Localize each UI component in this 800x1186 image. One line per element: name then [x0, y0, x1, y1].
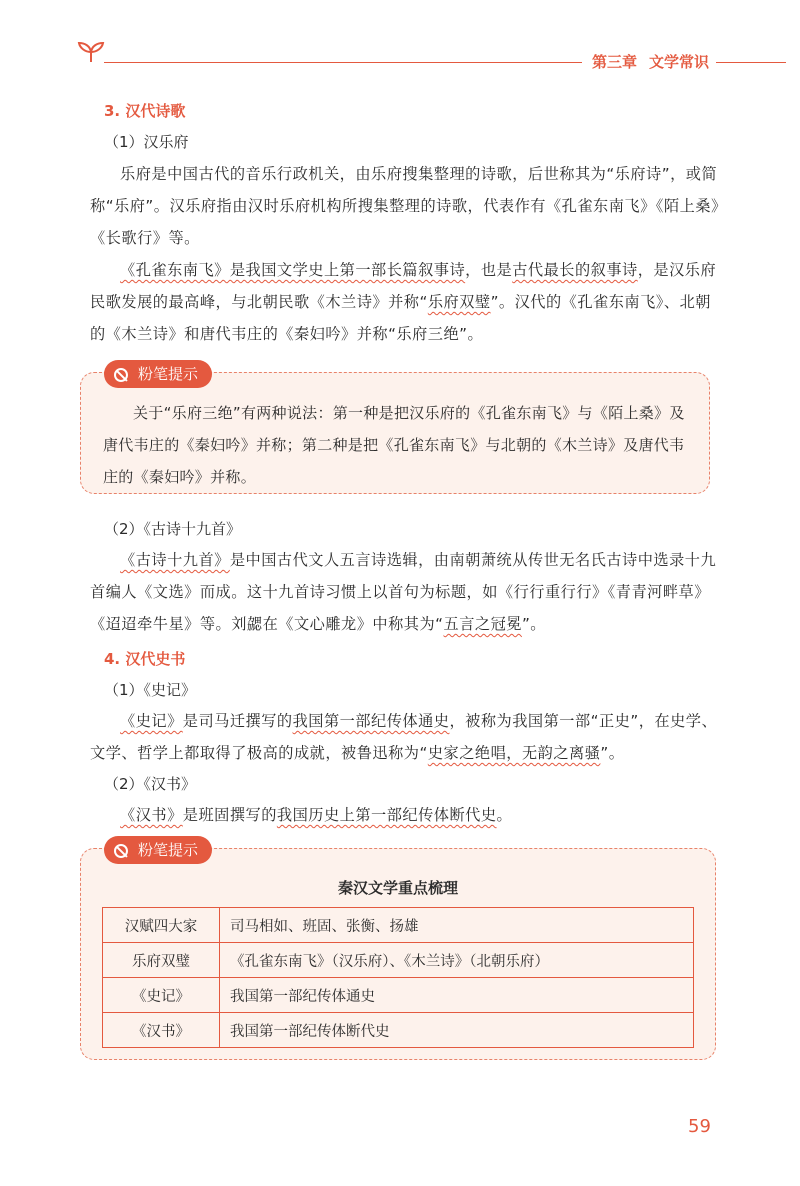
paragraph-text: ”。	[521, 615, 546, 633]
underlined-text: 《汉书》	[120, 806, 183, 824]
tip-box-qinhan-summary	[80, 848, 716, 1060]
paragraph-text: 是班固撰写的	[182, 806, 277, 824]
paragraph-gushi-19	[90, 544, 722, 640]
underlined-text: 《史记》	[120, 712, 183, 730]
underlined-text: 我国第一部纪传体通史	[292, 712, 450, 730]
ban-icon	[114, 368, 128, 382]
paragraph-text: ”。	[600, 744, 625, 762]
section-heading-han-poetry: 3. 汉代诗歌	[104, 102, 186, 120]
subheading-hanshu: （2）《汉书》	[104, 775, 197, 793]
paragraph-text: 是司马迁撰写的	[182, 712, 293, 730]
sprout-icon	[76, 40, 106, 64]
tip-box-yuefu-sanjue	[80, 372, 710, 494]
paragraph-text: ，也是	[465, 261, 513, 279]
paragraph-text: ”。汉代的《孔雀东南飞》、北朝的《木兰诗》和唐代韦庄的《秦妇吟》并称“乐府三绝”。	[90, 293, 711, 343]
table-cell-key: 《史记》	[103, 978, 220, 1013]
chapter-number: 第三章	[592, 53, 638, 71]
paragraph-text: ，是汉乐府民歌发展的最高峰，与北朝民歌《木兰诗》并称“	[90, 261, 717, 311]
section-heading-han-history: 4. 汉代史书	[104, 650, 186, 668]
tip-label-text: 粉笔提示	[138, 365, 199, 383]
table-cell-value: 我国第一部纪传体断代史	[220, 1013, 694, 1048]
underlined-text: 我国历史上第一部纪传体断代史	[276, 806, 497, 824]
table-cell-key: 汉赋四大家	[103, 908, 220, 943]
paragraph-shiji	[90, 705, 722, 769]
table-row	[103, 1013, 694, 1048]
table-cell-key: 乐府双璧	[103, 943, 220, 978]
paragraph-yuefu-intro	[90, 158, 722, 254]
paragraph-text: 乐府是中国古代的音乐行政机关，由乐府搜集整理的诗歌，后世称其为“乐府诗”，或简称“乐府”。汉乐府指由汉时乐府机构所搜集整理的诗歌，代表作有《孔雀东南飞》《陌上桑》《长歌行》等。	[90, 165, 720, 247]
paragraph-hanshu	[90, 799, 722, 831]
paragraph-kongque	[90, 254, 722, 350]
table-cell-value: 《孔雀东南飞》（汉乐府）、《木兰诗》（北朝乐府）	[220, 943, 694, 978]
underlined-text: 五言之冠冕	[443, 615, 522, 633]
table-row	[103, 908, 694, 943]
table-cell-value: 司马相如、班固、张衡、扬雄	[220, 908, 694, 943]
subheading-shiji: （1）《史记》	[104, 681, 197, 699]
table-row	[103, 943, 694, 978]
table-cell-value: 我国第一部纪传体通史	[220, 978, 694, 1013]
header-rule-right	[716, 62, 786, 63]
table-row	[103, 978, 694, 1013]
subheading-han-yuefu: （1）汉乐府	[104, 133, 189, 151]
chapter-subject: 文学常识	[649, 53, 710, 71]
underlined-text: 乐府双璧	[427, 293, 491, 311]
chapter-header	[592, 51, 709, 72]
table-cell-key: 《汉书》	[103, 1013, 220, 1048]
paragraph-text: 。	[496, 806, 513, 824]
paragraph-text: ，被称为我国第一部“正史”，在史学、文学、哲学上都取得了极高的成就，被鲁迅称为“	[90, 712, 718, 762]
summary-table	[102, 907, 694, 1048]
table-title: 秦汉文学重点梳理	[337, 879, 458, 897]
header-rule-left	[104, 62, 582, 63]
underlined-text: 《孔雀东南飞》是我国文学史上第一部长篇叙事诗	[120, 261, 466, 279]
underlined-text: 史家之绝唱，无韵之离骚	[427, 744, 601, 762]
page-number: 59	[688, 1116, 711, 1137]
tip-label	[104, 360, 212, 388]
tip-text: 关于“乐府三绝”有两种说法：第一种是把汉乐府的《孔雀东南飞》与《陌上桑》及唐代韦庄的《秦妇吟》并称；第二种是把《孔雀东南飞》与北朝的《木兰诗》及唐代韦庄的《秦妇吟》并称。	[103, 404, 685, 486]
underlined-text: 古代最长的叙事诗	[512, 261, 638, 279]
tip-label	[104, 836, 212, 864]
ban-icon	[114, 844, 128, 858]
subheading-gushi-19: （2）《古诗十九首》	[104, 520, 242, 538]
tip-label-text: 粉笔提示	[138, 841, 199, 859]
paragraph-text: 是中国古代文人五言诗选辑，由南朝萧统从传世无名氏古诗中选录十九首编人《文选》而成。这十九首诗习惯上以首句为标题，如《行行重行行》《青青河畔草》《迢迢牵牛星》等。刘勰在《文心雕龙》中称其为“	[90, 551, 717, 633]
underlined-text: 《古诗十九首》	[120, 551, 230, 569]
